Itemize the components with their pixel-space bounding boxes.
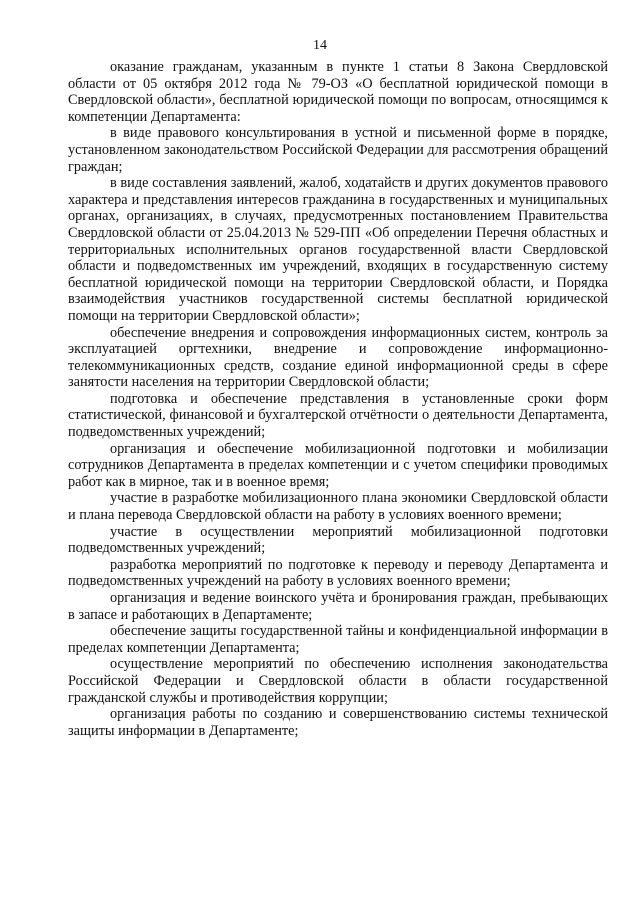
page-number: 14 [313, 38, 327, 53]
paragraph-military-registration: организация и ведение воинского учёта и бронирования граждан, пребывающих в запасе и работающих в Департаменте; [68, 590, 608, 623]
paragraph-legal-consulting: в виде правового консультирования в устной и письменной форме в порядке, установленном законодательством Российской Федерации для рассмотрения обращений граждан; [68, 125, 608, 175]
paragraph-mobilization-institutions: участие в осуществлении мероприятий мобилизационной подготовки подведомственных учреждений; [68, 523, 608, 557]
paragraph-state-secrets: обеспечение защиты государственной тайны и конфиденциальной информации в пределах компетенции Департамента; [68, 623, 608, 656]
paragraph-information-protection: организация работы по созданию и совершенствованию системы технической защиты информации в Департаменте; [68, 706, 608, 739]
document-body [68, 59, 608, 739]
paragraph-mobilization-preparation: организация и обеспечение мобилизационной подготовки и мобилизации сотрудников Департамента в пределах компетенции и с учетом специфики проводимых работ как в мирное, так и в военное время; [68, 440, 608, 490]
paragraph-document-preparation: в виде составления заявлений, жалоб, ходатайств и других документов правового характера и представления интересов гражданина в государственных и муниципальных органах, организациях, в случаях, предусмотренных постановлением Правительства Свердловской области от 25.04.2013 № 529-ПП «Об определении Перечня областных и территориальных исполнительных органов государственной власти Свердловской области и подведомственных им учреждений, входящих в государственную систему бесплатной юридической помощи на территории Свердловской области, и Порядка взаимодействия участников государственной системы бесплатной юридической помощи на территории Свердловской области»; [68, 175, 608, 324]
paragraph-anti-corruption: осуществление мероприятий по обеспечению исполнения законодательства Российской Федерации и Свердловской области в области государственной гражданской службы и противодействия коррупции; [68, 656, 608, 706]
paragraph-mobilization-plan: участие в разработке мобилизационного плана экономики Свердловской области и плана перевода Свердловской области на работу в условиях военного времени; [68, 490, 608, 524]
paragraph-wartime-transfer: разработка мероприятий по подготовке к переводу и переводу Департамента и подведомственных учреждений на работу в условиях военного времени; [68, 556, 608, 590]
paragraph-information-systems: обеспечение внедрения и сопровождения информационных систем, контроль за эксплуатацией оргтехники, внедрение и сопровождение информационно-телекоммуникационных средств, создание единой информационной среды в сфере занятости населения на территории Свердловской области; [68, 324, 608, 391]
paragraph-legal-aid: оказание гражданам, указанным в пункте 1 статьи 8 Закона Свердловской области от 05 октября 2012 года № 79-ОЗ «О бесплатной юридической помощи в Свердловской области», бесплатной юридической помощи по вопросам, относящимся к компетенции Департамента: [68, 59, 608, 125]
paragraph-reporting: подготовка и обеспечение представления в установленные сроки форм статистической, финансовой и бухгалтерской отчётности о деятельности Департамента, подведомственных учреждений; [68, 390, 608, 441]
